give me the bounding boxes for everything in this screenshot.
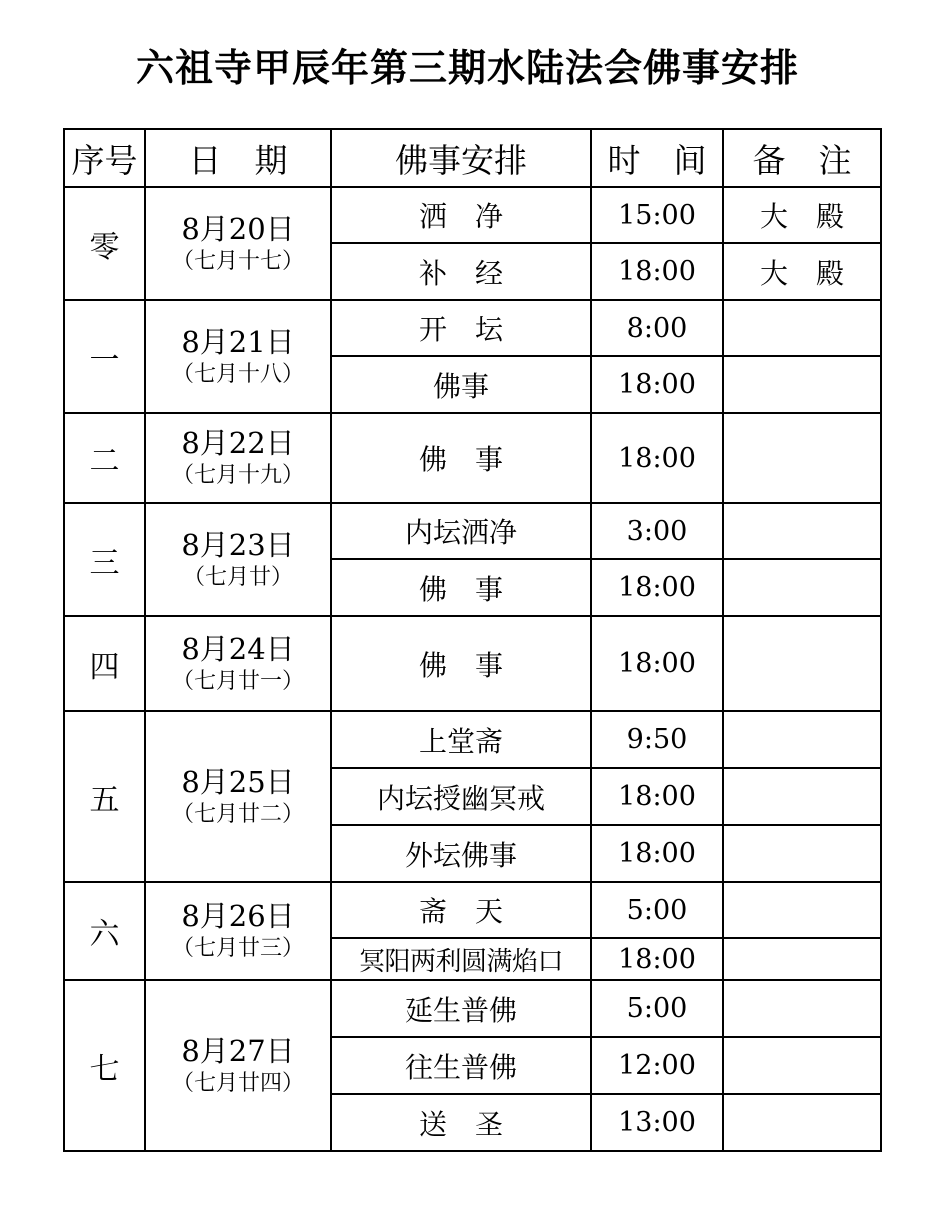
note-cell [723, 1037, 881, 1094]
table-row [64, 413, 881, 503]
seq-cell: 二 [64, 413, 145, 503]
time-cell: 18:00 [591, 413, 723, 503]
table-row [64, 616, 881, 711]
seq-cell: 七 [64, 980, 145, 1151]
note-cell [723, 413, 881, 503]
header-time: 时 间 [591, 129, 723, 187]
table-row [64, 980, 881, 1037]
note-cell [723, 980, 881, 1037]
solar-date: 8月21日 [181, 324, 295, 359]
seq-cell: 零 [64, 187, 145, 300]
solar-date: 8月23日 [181, 527, 295, 562]
time-cell: 12:00 [591, 1037, 723, 1094]
header-event: 佛事安排 [331, 129, 591, 187]
solar-date: 8月24日 [181, 631, 295, 666]
note-cell [723, 1094, 881, 1151]
solar-date: 8月22日 [181, 426, 295, 460]
time-cell: 15:00 [591, 187, 723, 243]
event-cell: 补 经 [331, 243, 591, 300]
solar-date: 8月25日 [181, 764, 295, 799]
event-cell: 内坛授幽冥戒 [331, 768, 591, 825]
header-date: 日 期 [145, 129, 331, 187]
date-cell [145, 300, 331, 413]
note-cell [723, 559, 881, 616]
note-cell [723, 711, 881, 768]
event-cell: 佛 事 [331, 559, 591, 616]
time-cell: 18:00 [591, 768, 723, 825]
date-cell [145, 187, 331, 300]
seq-cell: 六 [64, 882, 145, 980]
time-cell: 18:00 [591, 938, 723, 980]
time-cell: 9:50 [591, 711, 723, 768]
note-cell [723, 503, 881, 559]
table-row [64, 882, 881, 938]
lunar-date: （七月十七） [171, 248, 304, 274]
table-row [64, 300, 881, 356]
note-cell: 大 殿 [723, 187, 881, 243]
header-seq: 序号 [64, 129, 145, 187]
header-row [64, 129, 881, 187]
note-cell [723, 825, 881, 882]
lunar-date: （七月廿四） [171, 1070, 304, 1096]
seq-cell: 五 [64, 711, 145, 882]
time-cell: 3:00 [591, 503, 723, 559]
solar-date: 8月26日 [181, 899, 295, 933]
time-cell: 18:00 [591, 243, 723, 300]
event-cell: 延生普佛 [331, 980, 591, 1037]
note-cell [723, 768, 881, 825]
lunar-date: （七月廿三） [171, 936, 304, 961]
time-cell: 18:00 [591, 559, 723, 616]
schedule-body [64, 187, 881, 1151]
event-cell: 往生普佛 [331, 1037, 591, 1094]
table-row [64, 711, 881, 768]
date-cell [145, 882, 331, 980]
date-cell [145, 413, 331, 503]
time-cell: 8:00 [591, 300, 723, 356]
solar-date: 8月27日 [181, 1033, 295, 1068]
seq-cell: 四 [64, 616, 145, 711]
event-cell: 送 圣 [331, 1094, 591, 1151]
lunar-date: （七月十八） [171, 361, 304, 387]
date-cell [145, 711, 331, 882]
event-cell: 内坛洒净 [331, 503, 591, 559]
note-cell [723, 300, 881, 356]
event-cell: 佛事 [331, 356, 591, 413]
event-cell: 佛 事 [331, 616, 591, 711]
note-cell: 大 殿 [723, 243, 881, 300]
time-cell: 18:00 [591, 825, 723, 882]
time-cell: 5:00 [591, 980, 723, 1037]
event-cell: 佛 事 [331, 413, 591, 503]
time-cell: 18:00 [591, 616, 723, 711]
event-cell: 外坛佛事 [331, 825, 591, 882]
document-title: 六祖寺甲辰年第三期水陆法会佛事安排 [135, 46, 799, 90]
event-cell: 上堂斋 [331, 711, 591, 768]
event-cell: 洒 净 [331, 187, 591, 243]
note-cell [723, 938, 881, 980]
note-cell [723, 356, 881, 413]
header-note: 备 注 [723, 129, 881, 187]
note-cell [723, 882, 881, 938]
table-row [64, 503, 881, 559]
table-row [64, 187, 881, 243]
time-cell: 13:00 [591, 1094, 723, 1151]
lunar-date: （七月廿一） [171, 668, 304, 694]
schedule-table [63, 128, 882, 1152]
event-cell: 冥阳两利圆满焰口 [331, 938, 591, 980]
seq-cell: 三 [64, 503, 145, 616]
time-cell: 5:00 [591, 882, 723, 938]
seq-cell: 一 [64, 300, 145, 413]
date-cell [145, 503, 331, 616]
lunar-date: （七月十九） [171, 463, 304, 488]
event-cell: 斋 天 [331, 882, 591, 938]
solar-date: 8月20日 [181, 211, 295, 246]
lunar-date: （七月廿二） [171, 801, 304, 827]
time-cell: 18:00 [591, 356, 723, 413]
lunar-date: （七月廿） [182, 564, 293, 590]
date-cell [145, 980, 331, 1151]
note-cell [723, 616, 881, 711]
date-cell [145, 616, 331, 711]
event-cell: 开 坛 [331, 300, 591, 356]
